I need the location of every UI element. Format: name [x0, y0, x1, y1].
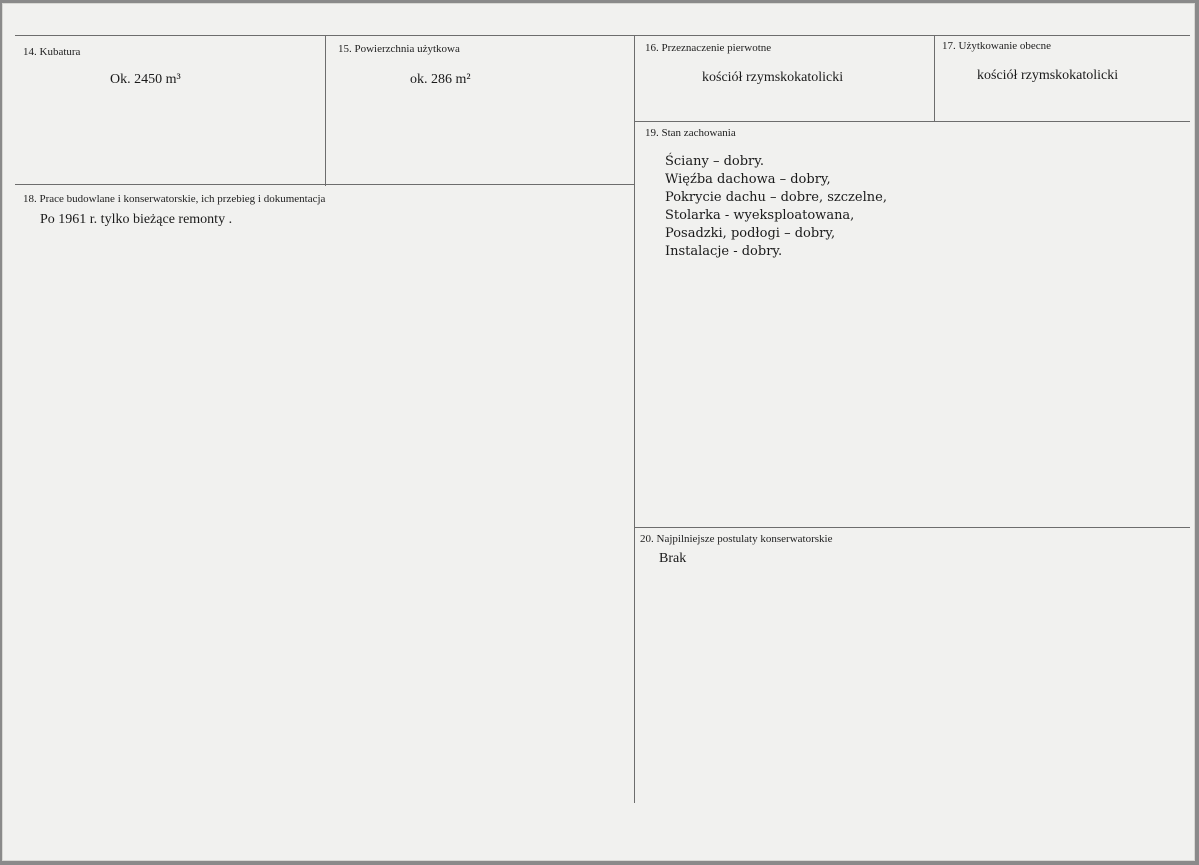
field-20-label: 20. Najpilniejsze postulaty konserwatorskie	[640, 533, 833, 545]
rule-above-20	[634, 527, 1190, 528]
condition-line: Pokrycie dachu – dobre, szczelne,	[665, 190, 887, 205]
rule-above-19	[634, 121, 1190, 122]
field-19-value	[665, 153, 887, 261]
field-15-label: 15. Powierzchnia użytkowa	[338, 43, 460, 55]
field-19-label: 19. Stan zachowania	[645, 127, 736, 139]
divider-left-right	[634, 35, 635, 803]
condition-line: Więźba dachowa – dobry,	[665, 172, 831, 187]
field-15-value: ok. 286 m²	[410, 72, 471, 87]
divider-16-17	[934, 35, 935, 121]
condition-line: Posadzki, podłogi – dobry,	[665, 226, 836, 241]
rule-above-18	[15, 184, 634, 185]
condition-line: Instalacje - dobry.	[665, 244, 783, 259]
field-16-value: kościół rzymskokatolicki	[702, 70, 844, 85]
field-16-label: 16. Przeznaczenie pierwotne	[645, 42, 772, 54]
condition-line: Ściany – dobry.	[665, 154, 765, 169]
field-17-label: 17. Użytkowanie obecne	[942, 40, 1052, 52]
record-card	[2, 3, 1195, 861]
condition-line: Stolarka - wyeksploatowana,	[665, 208, 855, 223]
divider-14-15	[325, 35, 326, 186]
field-20-value: Brak	[659, 551, 687, 566]
field-14-value: Ok. 2450 m³	[110, 72, 181, 87]
field-14-label: 14. Kubatura	[23, 46, 81, 58]
field-17-value: kościół rzymskokatolicki	[977, 68, 1119, 83]
top-rule	[15, 35, 1190, 36]
field-18-value: Po 1961 r. tylko bieżące remonty .	[40, 212, 233, 227]
field-18-label: 18. Prace budowlane i konserwatorskie, ich przebieg i dokumentacja	[23, 193, 326, 205]
